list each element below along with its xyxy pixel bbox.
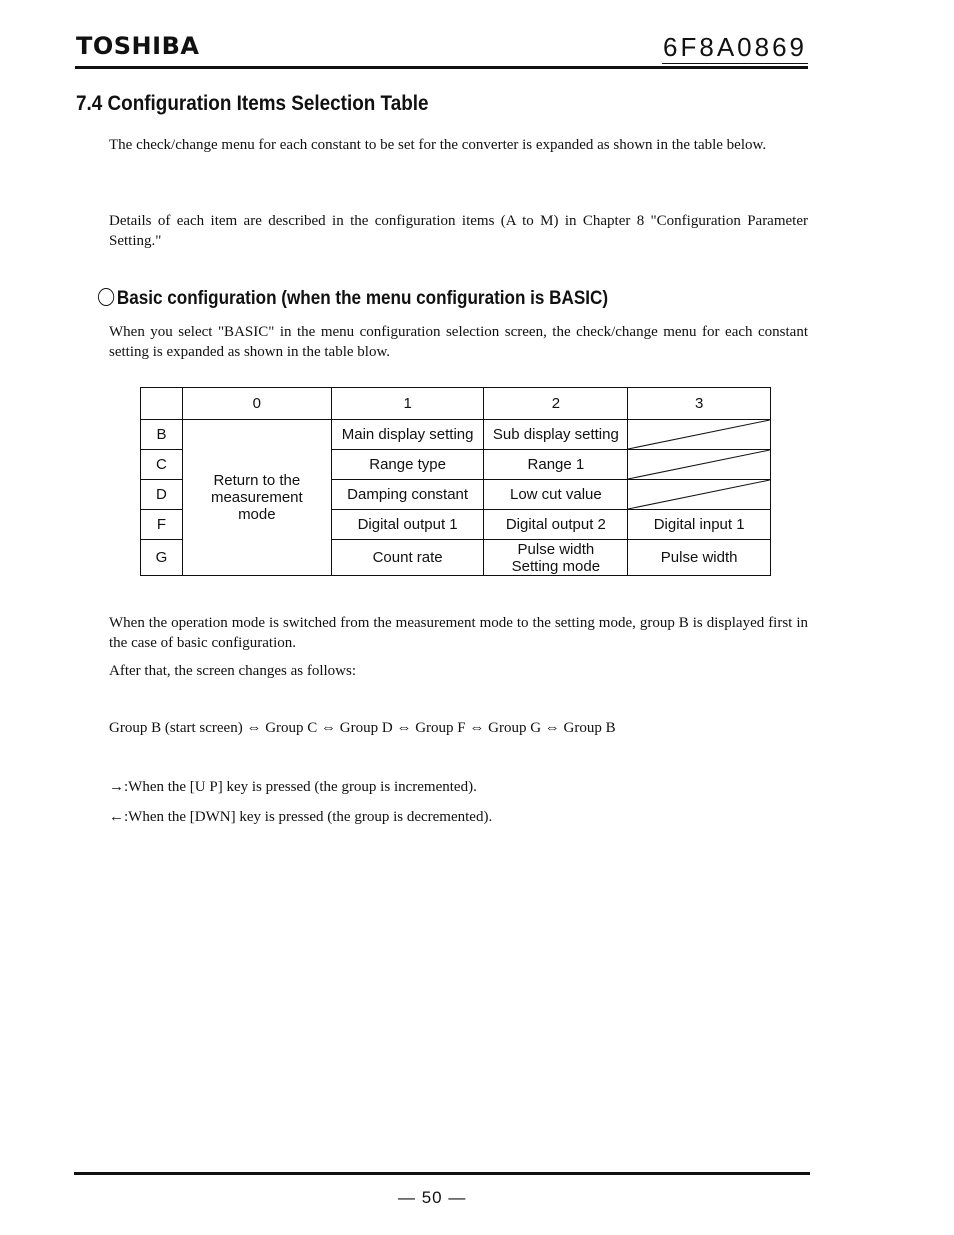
page-number: — 50 — (398, 1188, 467, 1207)
after-paragraph-2: After that, the screen changes as follows: (109, 663, 356, 679)
corner-cell (141, 388, 183, 420)
col-header-1: 1 (331, 388, 484, 420)
row-label-d: D (141, 480, 183, 510)
diagonal-slash (628, 450, 770, 479)
col-header-3: 3 (628, 388, 771, 420)
subsection-title (98, 288, 608, 310)
cell-b-2: Sub display setting (484, 420, 628, 450)
return-to-measurement-cell: Return to the measurement mode (182, 420, 331, 576)
col-header-0: 0 (182, 388, 331, 420)
cell-f-1: Digital output 1 (331, 510, 484, 540)
cell-g-1: Count rate (331, 540, 484, 576)
group-sequence: Group B (start screen) ⇔ Group C ⇔ Group D ⇔ Group F ⇔ Group G ⇔ Group B (109, 720, 616, 736)
up-key-note: →:When the [U P] key is pressed (the group is incremented). (109, 779, 477, 795)
cell-d-2: Low cut value (484, 480, 628, 510)
diagonal-slash (628, 420, 770, 449)
after-paragraph-1: When the operation mode is switched from the measurement mode to the setting mode, group B is displayed first in the case of basic configuration. (109, 615, 808, 651)
intro-paragraph-2: Details of each item are described in the configuration items (A to M) in Chapter 8 "Configuration Parameter Setting." (109, 213, 808, 249)
cell-d-1: Damping constant (331, 480, 484, 510)
cell-b-1: Main display setting (331, 420, 484, 450)
subsection-title-text: Basic configuration (when the menu configuration is BASIC) (116, 288, 609, 309)
configuration-table (140, 387, 771, 576)
row-label-g: G (141, 540, 183, 576)
row-label-b: B (141, 420, 183, 450)
header-rule (75, 66, 808, 69)
cell-b-3-empty (628, 420, 771, 450)
footer-rule (74, 1172, 810, 1175)
section-title: 7.4 Configuration Items Selection Table (76, 92, 429, 115)
down-key-note: ←:When the [DWN] key is pressed (the group is decremented). (109, 809, 493, 825)
cell-c-2: Range 1 (484, 450, 628, 480)
toshiba-logo: TOSHIBA (76, 32, 200, 60)
col-header-2: 2 (484, 388, 628, 420)
table-header-row (141, 388, 771, 420)
diagonal-slash (628, 480, 770, 509)
cell-g-2: Pulse width Setting mode (484, 540, 628, 576)
cell-f-2: Digital output 2 (484, 510, 628, 540)
row-label-c: C (141, 450, 183, 480)
cell-f-3: Digital input 1 (628, 510, 771, 540)
cell-c-1: Range type (331, 450, 484, 480)
cell-g-3: Pulse width (628, 540, 771, 576)
subsection-paragraph: When you select "BASIC" in the menu configuration selection screen, the check/change menu for each constant setting is expanded as shown in the table blow. (109, 324, 808, 360)
cell-c-3-empty (628, 450, 771, 480)
cell-d-3-empty (628, 480, 771, 510)
document-number: 6F8A0869 (663, 32, 807, 62)
row-label-f: F (141, 510, 183, 540)
intro-paragraph-1: The check/change menu for each constant to be set for the converter is expanded as shown in the table below. (109, 137, 767, 153)
table-row (141, 420, 771, 450)
circle-bullet-icon (98, 288, 114, 306)
